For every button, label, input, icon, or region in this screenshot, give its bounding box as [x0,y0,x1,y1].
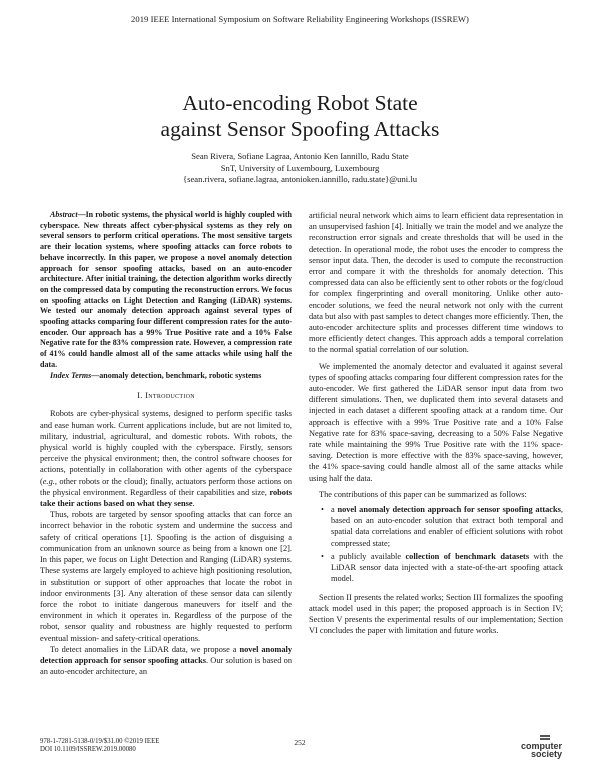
author-names: Sean Rivera, Sofiane Lagraa, Antonio Ken Iannillo, Radu State [191,151,409,161]
index-terms-lead: Index Terms [50,370,92,380]
footer-doi: DOI 10.1109/ISSREW.2019.00080 [40,746,136,753]
right-paragraph-2: We implemented the anomaly detector and evaluated it against several types of spoofing attacks comparing four different compression rates for the auto-encoder. We first gathered the LiDAR sensor input data from two different simulations. Then, we duplicated them into several datasets and injected in each dataset a different spoofing attack at a random time. Our approach is effective with a 99% True Positive rate and a 10% False Negative rate for 83% space-saving, decreasing to a 50% False Negative rate while maintaining the 99% True Positive rate with the 11% space-saving. Detection is more effective with the 83% space-saving, however, the 41% space-saving could handle almost all of the same attacks while using half the data. [309,361,563,483]
logo-line-2: society [530,749,562,759]
right-paragraph-4: Section II presents the related works; Section III formalizes the spoofing attack model used in this paper; the proposed approach is in Section IV; Section V presents the experimental results of our implementation; Section VI concludes the paper with limitation and future works. [309,592,563,636]
title-line-2: against Sensor Spoofing Attacks [160,117,440,141]
c2-end: with the LiDAR sensor data injected with a state-of-the-art spoofing attack model. [331,551,563,584]
intro-paragraph-1 [40,408,292,509]
section-heading-introduction: I. Introduction [137,390,195,401]
logo-line-1: computer [520,741,562,751]
bullet-icon: • [321,505,324,515]
intro-p1-eg: e.g. [42,476,55,486]
author-block [0,151,600,186]
c1-pre: a [331,505,338,515]
index-terms-text: —anomaly detection, benchmark, robotic systems [91,370,262,380]
intro-p3-bold: novel anomaly detection approach for sensor spoofing attacks [40,644,292,665]
contribution-item [321,551,563,585]
page-number: 252 [294,738,306,747]
bullet-icon: • [321,551,324,561]
title-line-1: Auto-encoding Robot State [182,91,418,115]
paper-title [0,90,600,142]
index-terms [40,371,292,382]
right-column [309,210,563,636]
intro-paragraph-2: Thus, robots are targeted by sensor spoofing attacks that can force an incorrect behavior in the robotic system and undermine the success and safety of critical operations [1]. Spoofing is the action of disguising a communication from an unknown source as being from a known one [2]. In this paper, we focus on Light Detection and Ranging (LiDAR) systems. These systems are largely employed to achieve high positioning resolution, in substitution or support of other approaches that locate the robot in indoor environments [3]. Any alteration of these sensor data can silently force the robot to initiate dangerous maneuvers for itself and the environment in which it operates in. Regardless of the purpose of the robot, sensor quality and robustness are highly requested to perform eventual mission- and safety-critical operations. [40,510,292,643]
abstract-lead: Abstract [50,210,78,219]
c1-bold: novel anomaly detection approach for sensor spoofing attacks [337,505,561,515]
right-paragraph-1: artificial neural network which aims to learn efficient data representation in an unsupervised fashion [4]. Initially we train the model and we analyze the reconstruction error signals and create thresholds that will be used in the detection. In operational mode, the robot uses the encoder to compress the sensor input data. Then, the decoder is used to compute the reconstruction error and compare it with the thresholds for anomaly detection. This compressed data can also be efficiently sent to other robots or the fog/cloud for complex fingerprinting and overall monitoring. Unlike other auto-encoder solutions, we feed the neural network not only with the current data but also with past samples to detect changes more efficiently. Then, the auto-encoder architecture splits and processes different time windows to more efficiently detect changes. This approach adds a temporal correlation to the normal spatial correlation of our solution. [309,211,563,355]
intro-paragraph-3 [40,644,292,678]
contributions-list [309,504,563,584]
intro-p3-start: To detect anomalies in the LiDAR data, we propose a [50,644,240,654]
footer-isbn: 978-1-7281-5138-0/19/$31.00 ©2019 IEEE [40,738,160,745]
c2-bold: collection of benchmark datasets [405,551,530,561]
conference-header: 2019 IEEE International Symposium on Software Reliability Engineering Workshops (ISSREW) [131,14,469,24]
abstract [40,210,292,371]
intro-p1-start: Robots are cyber-physical systems, designed to perform specific tasks and ease human work. Current applications include, but are not limited to, military, industrial, agricultural, and domestic robots. With robots, the physical world is highly coupled with the cyberspace. Firstly, sensors perceive the physical environment; then, the control software chooses for actions, potentially in collaboration with other agents of the cyberspace ( [40,409,292,486]
contribution-item [321,504,563,549]
intro-p1-end: . [192,499,195,509]
author-emails: {sean.rivera, sofiane.lagraa, antonioken.iannillo, radu.state}@uni.lu [182,174,418,184]
c2-pre: a publicly available [331,551,406,561]
author-affiliation: SnT, University of Luxembourg, Luxembourg [220,162,380,173]
intro-p1-mid: , other robots or the cloud); finally, actuators perform those actions on the physical environment. Regardless of their capabilities and size, [40,476,292,497]
computer-society-logo [514,734,562,758]
logo-text [521,742,562,758]
abstract-text: —In robotic systems, the physical world is highly coupled with cyberspace. New threats affect cyber-physical systems as they rely on several sensors to perform critical operations. The most sensitive targets are their location systems, where spoofing attacks can force robots to behave incorrectly. In this paper, we propose a novel anomaly detection approach for sensor spoofing attacks, based on an auto-encoder architecture. After initial training, the detection algorithm works directly on the compressed data by computing the reconstruction errors. We focus on spoofing attacks on Light Detection and Ranging (LiDAR) systems. We tested our anomaly detection approach against several types of spoofing attacks comparing four different compression rates for the auto-encoder. Our approach has a 99% True Positive rate and a 10% False Negative rate for the 83% compression rate. However, a compression rate of 41% could handle almost all of the same attacks while using half the data. [40,210,292,369]
intro-p3-end: . Our solution is based on an auto-encoder architecture, an [40,655,292,677]
right-paragraph-3: The contributions of this paper can be summarized as follows: [319,489,527,499]
c1-end: , based on an auto-encoder solution that extract both temporal and spatial data correlations and enabler of efficient solutions with robot compressed state; [331,505,563,548]
left-column [40,210,292,677]
intro-p1-bold: robots take their actions based on what they sense [40,487,292,509]
